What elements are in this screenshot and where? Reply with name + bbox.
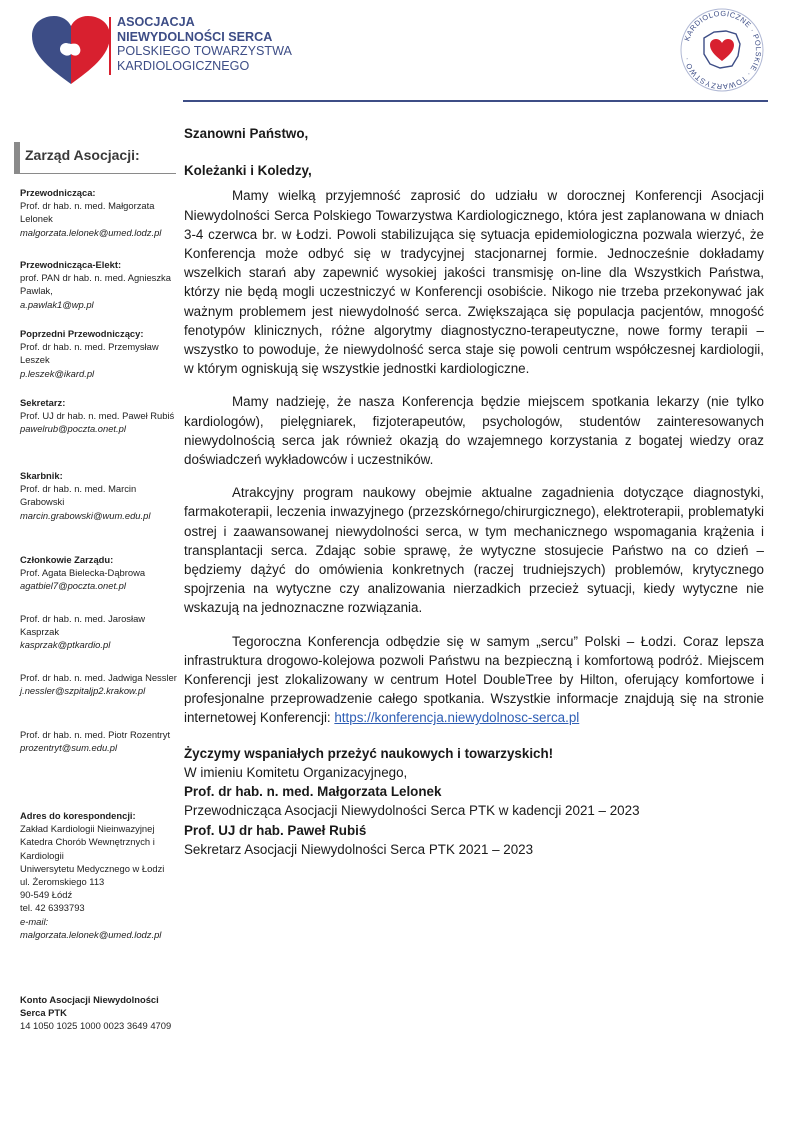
member-role: Sekretarz:	[20, 397, 66, 408]
member-name: Prof. dr hab. n. med. Jadwiga Nessler	[20, 672, 177, 683]
member-email[interactable]: agatbiel7@poczta.onet.pl	[20, 580, 126, 592]
address-label: Adres do korespondencji:	[20, 810, 136, 821]
org-name-line-2: NIEWYDOLNOŚCI SERCA	[117, 29, 273, 44]
paragraph-4	[184, 632, 764, 728]
board-member	[20, 396, 178, 436]
address-line: Zakład Kardiologii Nieinwazyjnej	[20, 823, 155, 835]
board-member	[20, 327, 178, 380]
member-email[interactable]: j.nessler@szpitaljp2.krakow.pl	[20, 685, 146, 697]
ptk-seal-logo-icon	[678, 6, 766, 94]
member-email[interactable]: pawelrub@poczta.onet.pl	[20, 423, 126, 435]
org-name-line-1: ASOCJACJA	[117, 15, 195, 29]
paragraph-3: Atrakcyjny program naukowy obejmie aktualne zagadnienia dotyczące diagnostyki, farmakoterapii, leczenia inwazyjnego (przezskórnego/chirurgicznego), elektroterapii, problematyki ostrej i zaawansowanej niewydolności serca, w tym mechanicznego wspomagania krążenia i transplantacji serca. Zdając sobie sprawę, że wytyczne stosujecie Państwo na co dzień – będziemy dążyć do omówienia konkretnych (raczej trudniejszych) problemów, krytycznego spojrzenia na wytyczne czy analizowania nierzadkich przecież sytuacji, kiedy wytyczne nie wskazują na jednoznaczne rozwiązania.	[184, 485, 764, 616]
sidebar-header-rule	[20, 173, 176, 174]
board-member	[20, 728, 178, 754]
member-name: Prof. dr hab. n. med. Marcin Grabowski	[20, 483, 137, 508]
conference-website-link[interactable]: https://konferencja.niewydolnosc-serca.pl	[334, 710, 580, 726]
org-name-line-3: POLSKIEGO TOWARZYSTWA	[117, 44, 292, 59]
board-member	[20, 612, 178, 652]
sidebar-header	[14, 142, 176, 174]
member-name: Prof. dr hab. n. med. Małgorzata Lelonek	[20, 200, 155, 225]
closing-wish: Życzymy wspaniałych przeżyć naukowych i towarzyskich!	[184, 745, 554, 761]
address-email-label: e-mail:	[20, 915, 49, 927]
board-member	[20, 671, 178, 697]
address-line: ul. Żeromskiego 113	[20, 876, 105, 888]
board-member	[20, 553, 178, 593]
signer-2-title: Sekretarz Asocjacji Niewydolności Serca PTK 2021 – 2023	[184, 841, 534, 857]
letter-closing	[184, 744, 764, 859]
member-name: prof. PAN dr hab. n. med. Agnieszka Pawlak,	[20, 272, 171, 297]
member-email[interactable]: a.pawlak1@wp.pl	[20, 298, 94, 310]
org-name-line-4: KARDIOLOGICZNEGO	[117, 58, 250, 73]
member-name: Prof. UJ dr hab. n. med. Paweł Rubiś	[20, 410, 175, 422]
greeting-line-1: Szanowni Państwo,	[184, 126, 309, 141]
member-name: Prof. dr hab. n. med. Piotr Rozentryt	[20, 729, 171, 740]
member-email[interactable]: kasprzak@ptkardio.pl	[20, 639, 111, 651]
correspondence-address	[20, 809, 178, 941]
member-role: Członkowie Zarządu:	[20, 554, 114, 565]
board-member	[20, 186, 178, 239]
organization-name	[117, 15, 292, 73]
account-label: Konto Asocjacji Niewydolności Serca PTK	[20, 994, 159, 1019]
address-line: 90-549 Łódź	[20, 889, 73, 901]
address-line: Katedra Chorób Wewnętrznych i Kardiologii	[20, 836, 155, 861]
member-role: Poprzedni Przewodniczący:	[20, 328, 144, 339]
member-role: Przewodnicząca:	[20, 187, 96, 198]
bank-account	[20, 993, 178, 1033]
address-line: tel. 42 6393793	[20, 902, 85, 914]
svg-text:KARDIOLOGICZNE · POLSKIE · TOW: KARDIOLOGICZNE · POLSKIE · TOWARZYSTWO ·	[681, 8, 764, 92]
signer-1-name: Prof. dr hab. n. med. Małgorzata Lelonek	[184, 784, 442, 800]
closing-on-behalf: W imieniu Komitetu Organizacyjnego,	[184, 764, 408, 780]
signer-1-title: Przewodnicząca Asocjacji Niewydolności Serca PTK w kadencji 2021 – 2023	[184, 803, 640, 819]
member-role: Skarbnik:	[20, 470, 63, 481]
address-email[interactable]: malgorzata.lelonek@umed.lodz.pl	[20, 928, 162, 940]
member-email[interactable]: prozentryt@sum.edu.pl	[20, 742, 118, 754]
heart-puzzle-logo-icon	[30, 14, 112, 88]
paragraph-1: Mamy wielką przyjemność zaprosić do udziału w dorocznej Konferencji Asocjacji Niewydolności Serca Polskiego Towarzystwa Kardiologicznego, która jest zaplanowana w dniach 3-4 czerwca br. w Łodzi. Powoli stabilizująca się sytuacja epidemiologiczna pozwala wierzyć, że Konferencja może odbyć się w tradycyjnej stacjonarnej formie. Jednocześnie dokładamy wszelkich starań aby zapewnić wysokiej jakości transmisję on-line dla Wszystkich Państwa, którzy nie będą mogli uczestniczyć w Konferencji osobiście. Nikogo nie trzeba przekonywać jak ważnym problemem jest niewydolność serca. Zwiększająca się populacja pacjentów, mnogość fenotypów klinicznych, różne algorytmy diagnostyczno-terapeutyczne, nowe formy terapii – wszystko to powoduje, że niewydolność serca staje się powoli centrum współczesnej kardiologii, w którym ogniskują się wszystkie jednostki kardiologiczne.	[184, 188, 764, 377]
letter-body	[184, 124, 764, 859]
member-name: Prof. dr hab. n. med. Jarosław Kasprzak	[20, 613, 146, 638]
member-name: Prof. Agata Bielecka-Dąbrowa	[20, 567, 146, 579]
greeting-line-2: Koleżanki i Koledzy,	[184, 163, 312, 179]
signer-2-name: Prof. UJ dr hab. Paweł Rubiś	[184, 822, 367, 838]
sidebar-header-bar	[14, 142, 20, 174]
member-email[interactable]: marcin.grabowski@wum.edu.pl	[20, 509, 151, 521]
account-number: 14 1050 1025 1000 0023 3649 4709	[20, 1020, 172, 1032]
paragraph-2: Mamy nadzieję, że nasza Konferencja będzie miejscem spotkania lekarzy (nie tylko kardiologów), pielęgniarek, fizjoterapeutów, psychologów, studentów zainteresowanych niewydolnością serca jak również okazją do wzajemnego korzystania z bogatej wiedzy oraz doświadczeń wykładowców i uczestników.	[184, 394, 764, 468]
paragraph-4-text: Tegoroczna Konferencja odbędzie się w samym „sercu” Polski – Łodzi. Coraz lepsza infrastruktura drogowo-kolejowa pozwoli Państwu na bezpieczną i komfortową podróż. Miejscem Konferencji jest zlokalizowany w centrum Hotel DoubleTree by Hilton, oferujący komfortowe i profesjonalne przeprowadzenie całego spotkania. Wszystkie informacje znajdują się na stronie internetowej Konferencji:	[184, 633, 764, 726]
address-line: Uniwersytetu Medycznego w Łodzi	[20, 862, 165, 874]
member-name: Prof. dr hab. n. med. Przemysław Leszek	[20, 341, 159, 366]
member-role: Przewodnicząca-Elekt:	[20, 259, 122, 270]
member-email[interactable]: malgorzata.lelonek@umed.lodz.pl	[20, 226, 162, 238]
member-email[interactable]: p.leszek@ikard.pl	[20, 367, 95, 379]
board-member	[20, 469, 178, 522]
header-divider-line	[109, 17, 111, 75]
sidebar-title: Zarząd Asocjacji:	[25, 147, 140, 163]
board-member	[20, 258, 178, 311]
header-rule	[183, 100, 768, 102]
